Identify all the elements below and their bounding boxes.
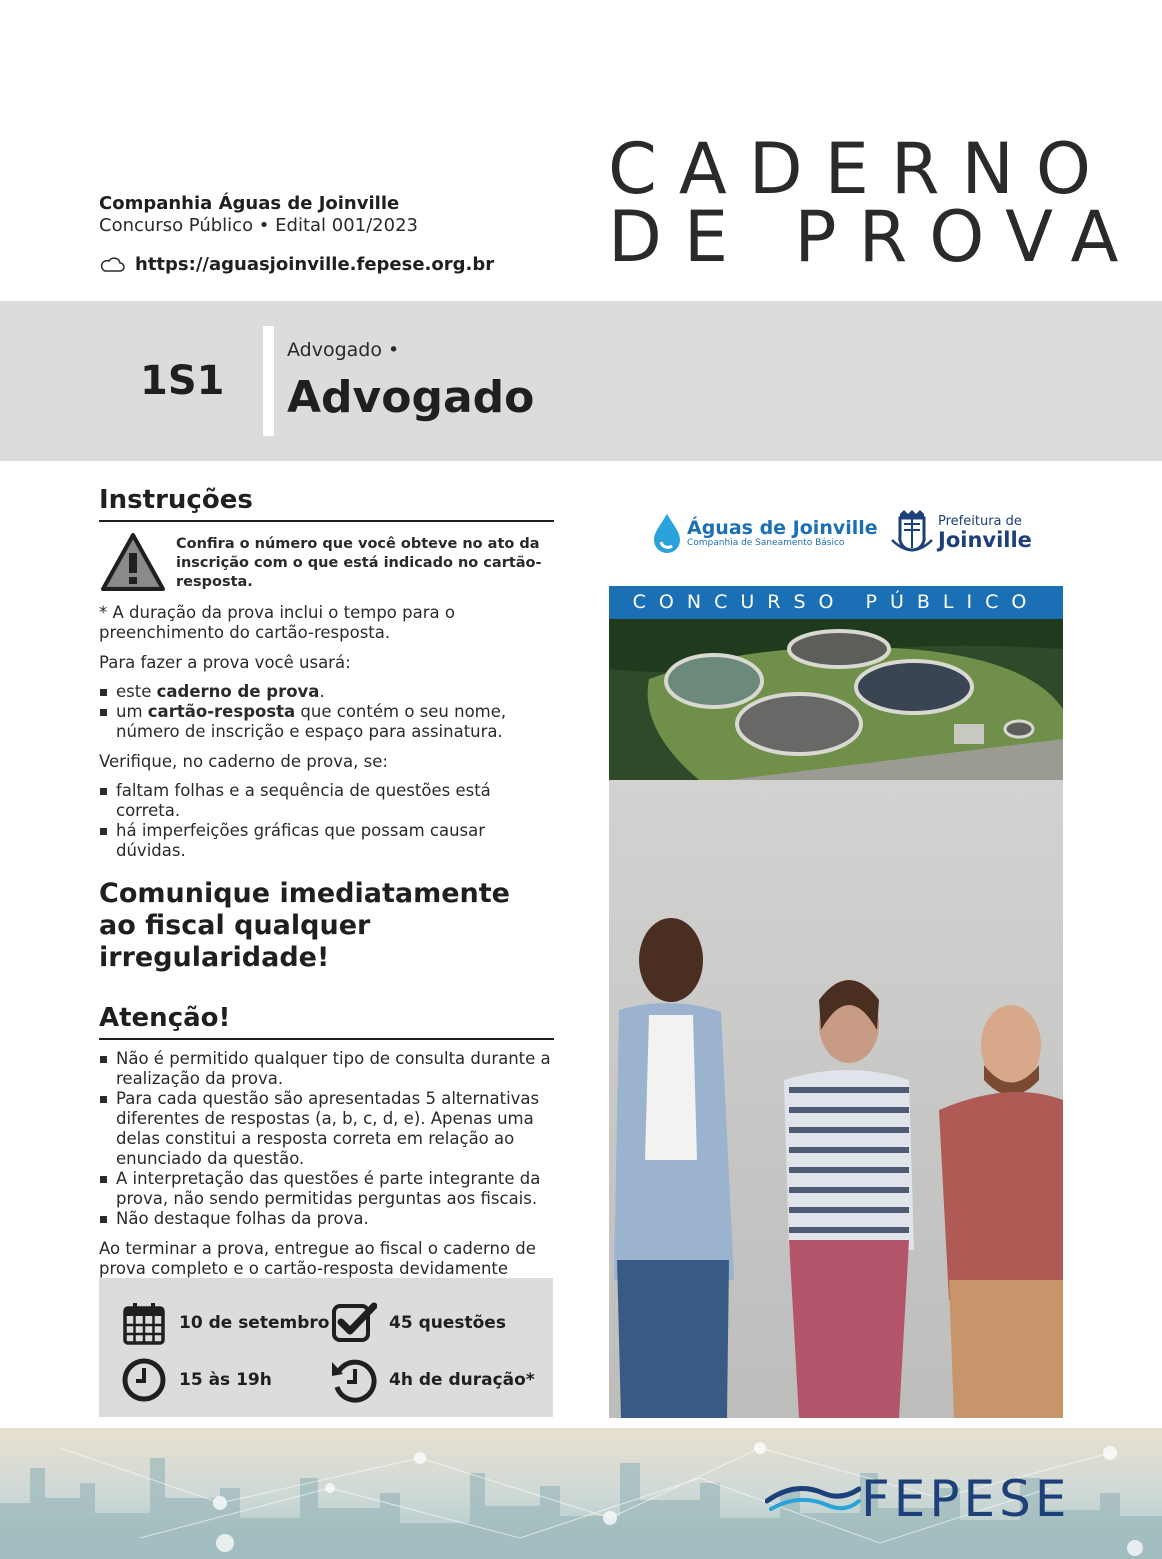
exam-info-box	[99, 1278, 553, 1417]
position-code: 1S1	[140, 358, 225, 404]
cloud-icon	[99, 257, 125, 273]
candidates-photo	[609, 780, 1063, 1418]
page-title-line1: CADERNO	[608, 128, 1113, 210]
list-item: Não destaque folhas da prova.	[99, 1209, 554, 1229]
alert-text: Comunique imediatamente ao fiscal qualquer irregularidade!	[99, 878, 510, 973]
instructions-heading: Instruções	[99, 484, 554, 522]
warning-block	[99, 531, 554, 593]
list-item: A interpretação das questões é parte integrante da prova, não sendo permitidas perguntas aos fiscais.	[99, 1169, 554, 1209]
attention-heading: Atenção!	[99, 1002, 554, 1040]
list-item: Não é permitido qualquer tipo de consulta durante a realização da prova.	[99, 1049, 554, 1089]
clock-icon	[121, 1357, 167, 1403]
page-title	[608, 128, 1141, 278]
aguas-title: Águas de Joinville	[687, 516, 878, 539]
prefeitura-line1: Prefeitura de	[938, 514, 1022, 529]
checkbox-icon	[331, 1300, 377, 1346]
list-item: há imperfeições gráficas que possam causar dúvidas.	[99, 821, 554, 861]
org-block	[99, 193, 579, 275]
list-item: este caderno de prova.	[99, 682, 554, 702]
exam-duration	[331, 1357, 535, 1403]
treatment-plant-photo	[609, 619, 1063, 780]
use-intro: Para fazer a prova você usará:	[99, 653, 351, 672]
prefeitura-line2: Joinville	[938, 528, 1032, 552]
calendar-icon	[121, 1300, 167, 1346]
list-item: faltam folhas e a sequência de questões está correta.	[99, 781, 554, 821]
aguas-logo	[652, 512, 878, 554]
position-title: Advogado	[287, 372, 535, 423]
org-url-link[interactable]: https://aguasjoinville.fepese.org.br	[135, 254, 495, 275]
exam-questions	[331, 1300, 506, 1346]
concurso-banner: CONCURSO PÚBLICO	[609, 586, 1063, 619]
page-title-line2: DE PROVA	[608, 196, 1141, 278]
sponsor-logos	[652, 510, 1032, 560]
fepese-logo	[765, 1470, 1070, 1528]
list-item: um cartão-resposta que contém o seu nome, número de inscrição e espaço para assinatura.	[99, 702, 554, 742]
duration-note: * A duração da prova inclui o tempo para o preenchimento do cartão-resposta.	[99, 603, 455, 642]
exam-questions-text: 45 questões	[389, 1313, 506, 1333]
use-list	[99, 682, 554, 742]
warning-icon	[99, 531, 167, 593]
band-divider	[263, 326, 274, 436]
fepese-brand: FEPESE	[861, 1470, 1071, 1528]
closing-text: Ao terminar a prova, entregue ao fiscal o caderno de prova completo e o cartão-resposta devidamente	[99, 1239, 536, 1278]
aguas-subtitle: Companhia de Saneamento Básico	[687, 537, 845, 548]
exam-date-text: 10 de setembro	[179, 1313, 330, 1333]
exam-time-text: 15 às 19h	[179, 1370, 272, 1390]
exam-duration-text: 4h de duração*	[389, 1370, 535, 1390]
fepese-wave-icon	[765, 1479, 861, 1519]
verify-intro: Verifique, no caderno de prova, se:	[99, 752, 388, 771]
prefeitura-logo	[890, 510, 1032, 556]
warning-text: Confira o número que você obteve no ato da inscrição com o que está indicado no cartão-resposta.	[176, 536, 542, 590]
exam-date	[121, 1300, 329, 1346]
org-name: Companhia Águas de Joinville	[99, 193, 400, 214]
exam-time	[121, 1357, 272, 1403]
attention-list	[99, 1049, 554, 1229]
org-subtitle: Concurso Público • Edital 001/2023	[99, 215, 418, 236]
org-url-row[interactable]	[99, 254, 579, 275]
position-subtitle: Advogado •	[287, 339, 400, 361]
water-drop-icon	[652, 512, 682, 554]
history-icon	[331, 1357, 377, 1403]
verify-list	[99, 781, 554, 861]
instructions-column	[99, 484, 554, 1299]
list-item: Para cada questão são apresentadas 5 alternativas diferentes de respostas (a, b, c, d, e). Apenas uma delas constitui a resposta correta em relação ao enunciado da questão.	[99, 1089, 554, 1169]
coat-of-arms-icon	[890, 510, 934, 556]
